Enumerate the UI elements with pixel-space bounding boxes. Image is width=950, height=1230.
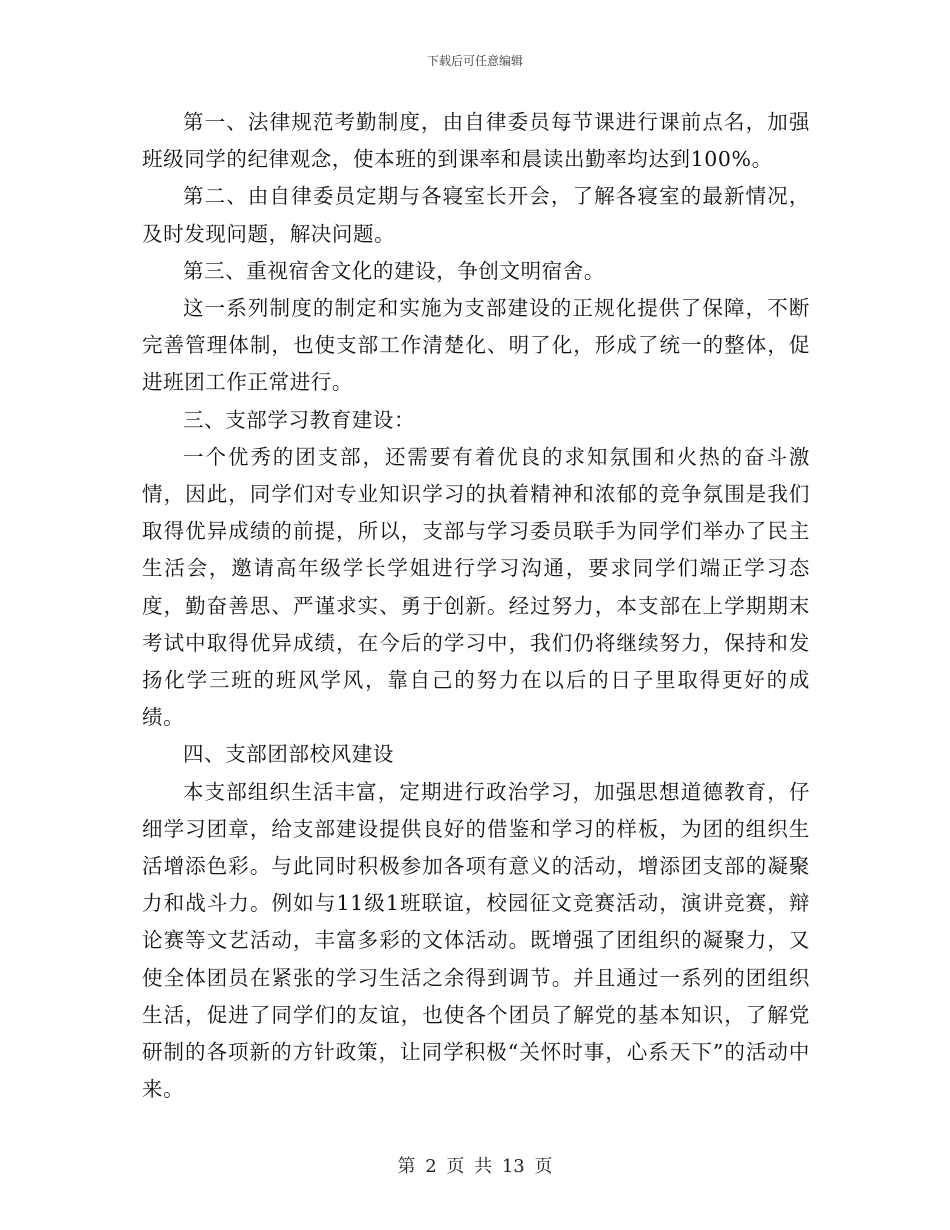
paragraph-1: 第一、法律规范考勤制度，由自律委员每节课进行课前点名，加强班级同学的纪律观念，使本班的到课率和晨读出勤率均达到100%。 [142,110,810,172]
paragraph-2: 第二、由自律委员定期与各寝室长开会，了解各寝室的最新情况，及时发现问题，解决问题。 [142,184,810,246]
paragraph-4: 这一系列制度的制定和实施为支部建设的正规化提供了保障，不断完善管理体制，也使支部工作清楚化、明了化，形成了统一的整体，促进班团工作正常进行。 [142,296,810,395]
paragraph-5: 一个优秀的团支部，还需要有着优良的求知氛围和火热的奋斗激情，因此，同学们对专业知识学习的执着精神和浓郁的竞争氛围是我们取得优异成绩的前提，所以，支部与学习委员联手为同学们举办了民主生活会，邀请高年级学长学姐进行学习沟通，要求同学们端正学习态度，勤奋善思、严谨求实、勇于创新。经过努力，本支部在上学期期末考试中取得优异成绩，在今后的学习中，我们仍将继续努力，保持和发扬化学三班的班风学风，靠自己的努力在以后的日子里取得更好的成绩。 [142,444,810,730]
paragraph-6: 本支部组织生活丰富，定期进行政治学习，加强思想道德教育，仔细学习团章，给支部建设提供良好的借鉴和学习的样板，为团的组织生活增添色彩。与此同时积极参加各项有意义的活动，增添团支部的凝聚力和战斗力。例如与11级1班联谊，校园征文竞赛活动，演讲竞赛，辩论赛等文艺活动，丰富多彩的文体活动。既增强了团组织的凝聚力，又使全体团员在紧张的学习生活之余得到调节。并且通过一系列的团组织生活，促进了同学们的友谊，也使各个团员了解党的基本知识，了解党研制的各项新的方针政策，让同学积极“关怀时事，心系天下”的活动中来。 [142,779,810,1102]
document-body [142,104,810,1108]
section-heading-4: 四、支部团部校风建设 [183,742,394,767]
page-header: 下载后可任意编辑 [426,54,523,68]
section-heading-3: 三、支部学习教育建设： [183,407,416,432]
page-number-footer: 第 2 页 共 13 页 [397,1156,553,1177]
paragraph-3: 第三、重视宿舍文化的建设，争创文明宿舍。 [183,258,605,283]
